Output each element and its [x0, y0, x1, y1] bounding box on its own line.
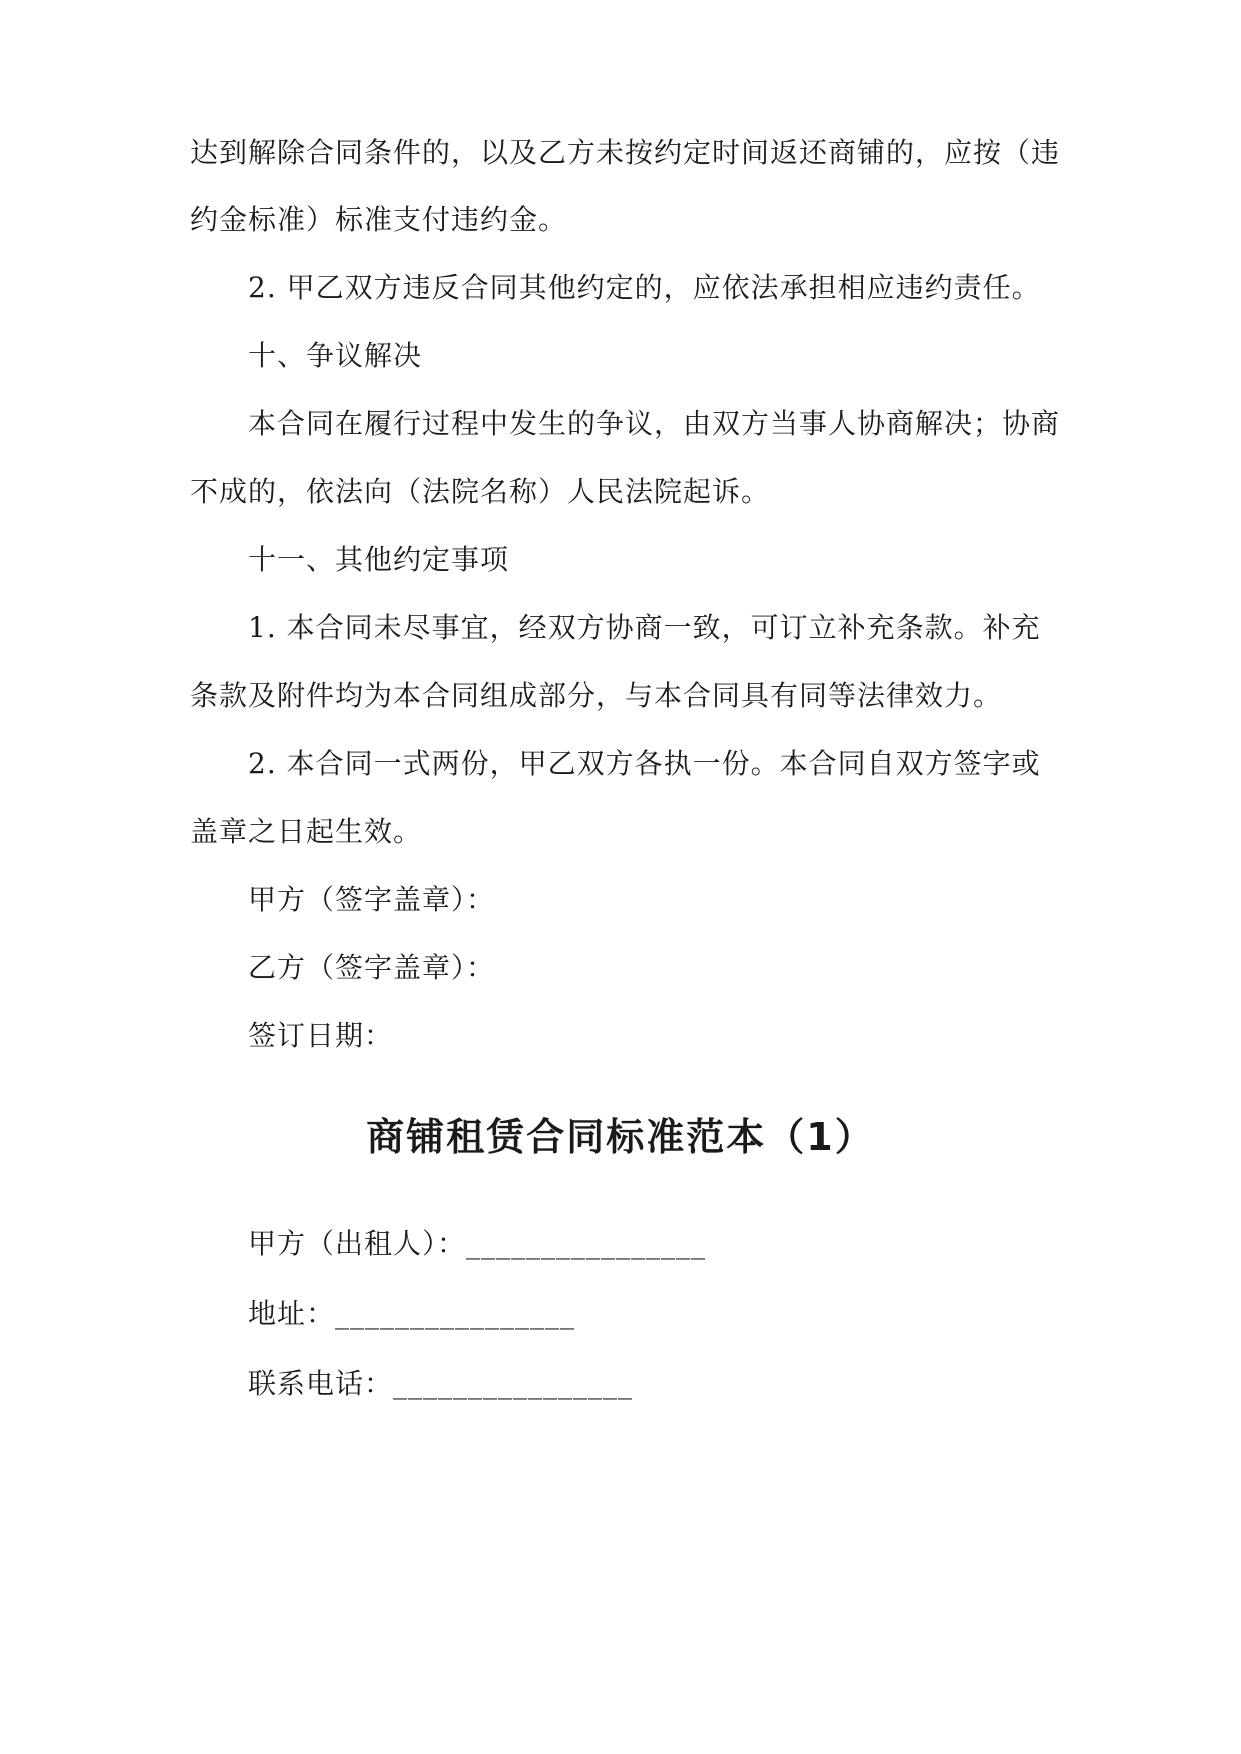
signature-party-b: 乙方（签字盖章）：: [248, 951, 496, 984]
lessor-field: 甲方（出租人）：________________: [248, 1227, 707, 1260]
paragraph-line: 不成的，依法向（法院名称）人民法院起诉。: [190, 475, 771, 508]
paragraph-line: 2. 本合同一式两份，甲乙双方各执一份。本合同自双方签字或: [248, 747, 1041, 780]
paragraph-line: 达到解除合同条件的，以及乙方未按约定时间返还商铺的，应按（违: [190, 136, 1061, 169]
paragraph-line: 约金标准）标准支付违约金。: [190, 203, 568, 236]
phone-field: 联系电话：________________: [248, 1367, 634, 1400]
section-heading-other: 十一、其他约定事项: [248, 543, 510, 576]
paragraph-line: 本合同在履行过程中发生的争议，由双方当事人协商解决；协商: [248, 407, 1061, 440]
section-heading-dispute: 十、争议解决: [248, 339, 423, 372]
paragraph-line: 条款及附件均为本合同组成部分，与本合同具有同等法律效力。: [190, 679, 1003, 712]
paragraph-line: 盖章之日起生效。: [190, 815, 423, 848]
address-field: 地址：________________: [248, 1297, 576, 1330]
paragraph-clause-2: 2. 甲乙双方违反合同其他约定的，应依法承担相应违约责任。: [248, 271, 1041, 304]
signature-party-a: 甲方（签字盖章）：: [248, 883, 496, 916]
paragraph-line: 1. 本合同未尽事宜，经双方协商一致，可订立补充条款。补充: [248, 611, 1041, 644]
contract-title: 商铺租赁合同标准范本（1）: [366, 1115, 875, 1159]
signature-date: 签订日期：: [248, 1019, 394, 1052]
